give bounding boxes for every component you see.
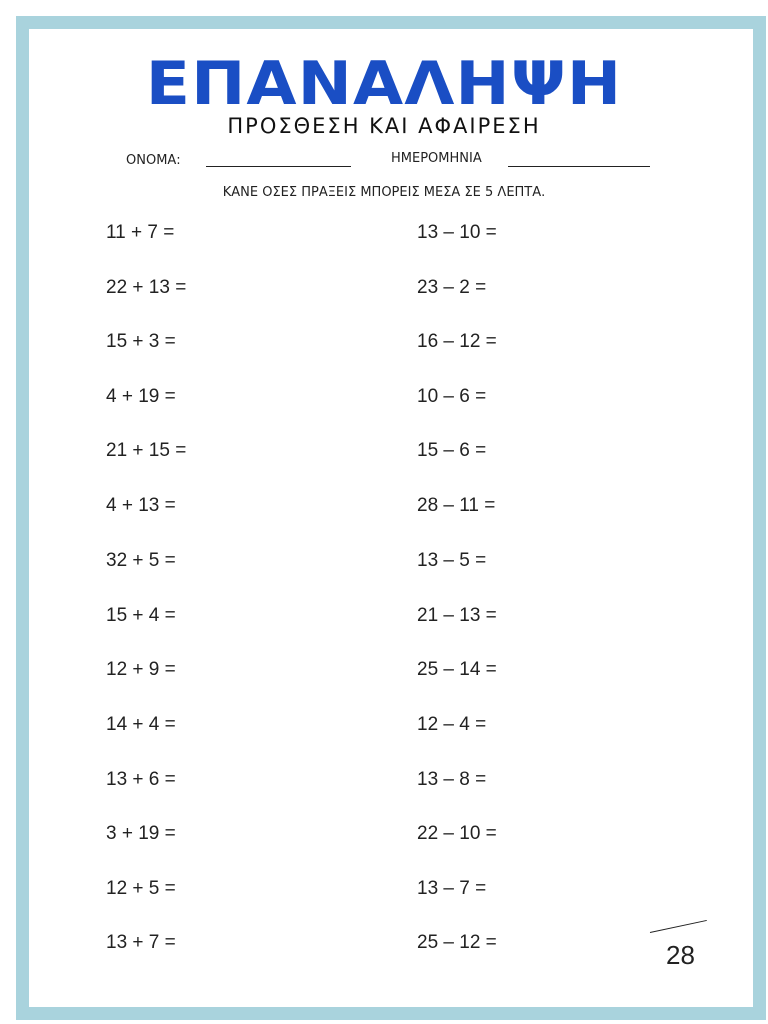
subtraction-problem: 10 – 6 = [417,386,487,407]
subtraction-problem: 23 – 2 = [417,277,487,298]
addition-problem: 12 + 9 = [106,659,176,680]
addition-problem: 32 + 5 = [106,550,176,571]
subtraction-problem: 25 – 14 = [417,659,497,680]
subtraction-problem: 25 – 12 = [417,932,497,953]
addition-problem: 13 + 7 = [106,932,176,953]
subtraction-problem: 22 – 10 = [417,823,497,844]
subtraction-problem: 16 – 12 = [417,331,497,352]
subtraction-problem: 15 – 6 = [417,440,487,461]
date-label: ΗΜΕΡΟΜΗΝΙΑ [391,151,482,166]
subtraction-problem: 13 – 10 = [417,222,497,243]
addition-problem: 14 + 4 = [106,714,176,735]
addition-problem: 13 + 6 = [106,769,176,790]
instruction-text: ΚΑΝΕ ΟΣΕΣ ΠΡΑΞΕΙΣ ΜΠΟΡΕΙΣ ΜΕΣΑ ΣΕ 5 ΛΕΠΤΑ. [222,185,546,200]
addition-problem: 21 + 15 = [106,440,187,461]
addition-problem: 4 + 13 = [106,495,176,516]
addition-problem: 15 + 3 = [106,331,176,352]
score-total: 28 [666,940,695,970]
name-label: ΟΝΟΜΑ: [126,153,181,168]
subtraction-problem: 13 – 7 = [417,878,487,899]
addition-problem: 11 + 7 = [106,222,175,243]
page-subtitle: ΠΡΟΣΘΕΣΗ ΚΑΙ ΑΦΑΙΡΕΣΗ [227,114,541,138]
subtraction-problem: 21 – 13 = [417,605,497,626]
addition-problem: 12 + 5 = [106,878,176,899]
date-field[interactable] [508,166,650,167]
subtraction-problem: 13 – 8 = [417,769,487,790]
subtraction-problem: 28 – 11 = [417,495,496,516]
addition-problem: 4 + 19 = [106,386,176,407]
name-field[interactable] [206,166,351,167]
addition-problem: 22 + 13 = [106,277,187,298]
addition-problem: 3 + 19 = [106,823,176,844]
subtraction-problem: 12 – 4 = [417,714,487,735]
page-title: ΕΠΑΝΑΛΗΨΗ [145,49,623,119]
addition-problem: 15 + 4 = [106,605,176,626]
subtraction-problem: 13 – 5 = [417,550,487,571]
